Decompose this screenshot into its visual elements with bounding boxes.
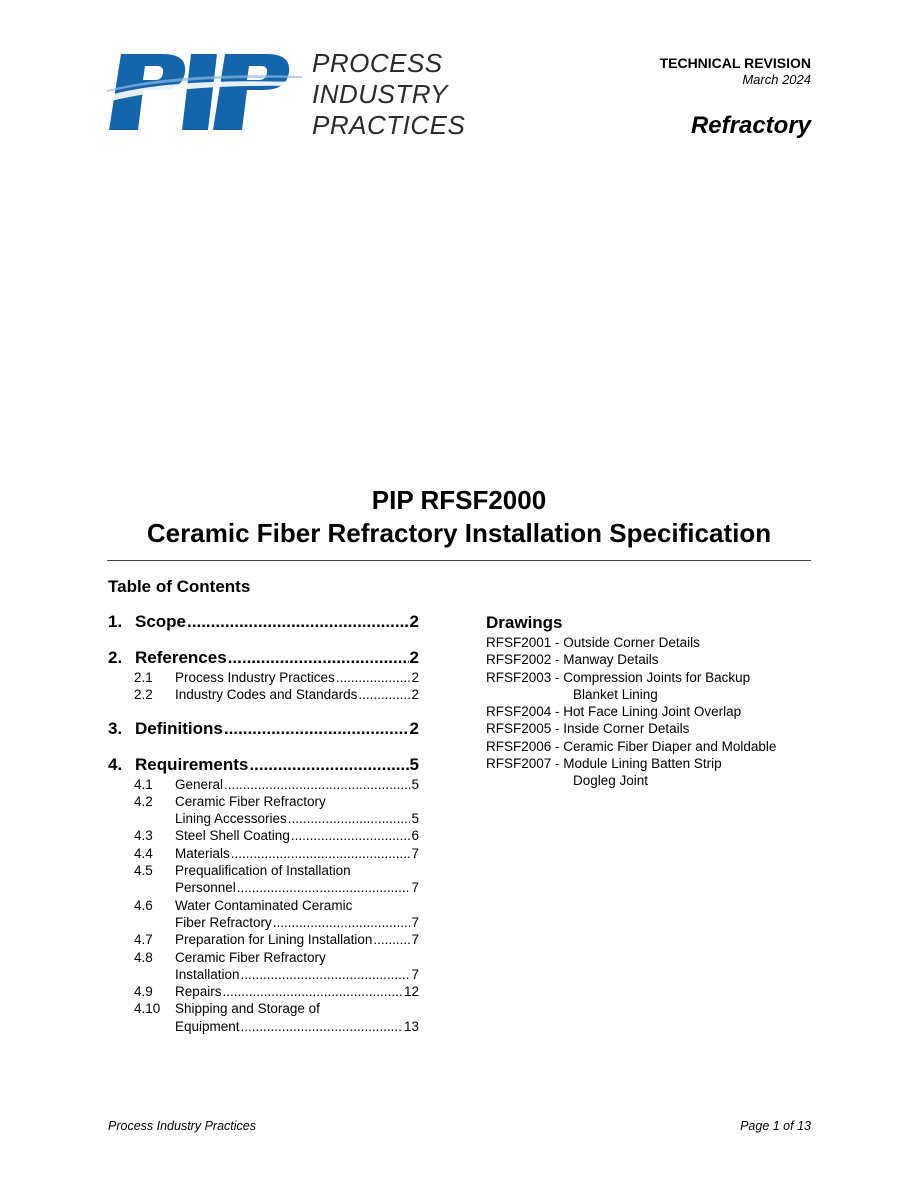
toc-subsection-page: 7 bbox=[411, 932, 419, 948]
toc-section-number: 1. bbox=[108, 612, 123, 631]
toc-subsection-entry[interactable] bbox=[108, 1019, 419, 1036]
revision-date: March 2024 bbox=[742, 72, 811, 87]
toc-leader bbox=[241, 967, 411, 982]
toc-subsection-number: 4.8 bbox=[134, 949, 153, 965]
toc-subsection-page: 5 bbox=[411, 811, 419, 827]
toc-list bbox=[108, 612, 419, 1036]
toc-subsection-number: 4.3 bbox=[134, 828, 153, 844]
toc-subsection-label: Personnel bbox=[175, 880, 236, 896]
drawing-entry: RFSF2006 - Ceramic Fiber Diaper and Moldable bbox=[486, 738, 777, 754]
toc-leader bbox=[273, 915, 411, 930]
toc-subsection-entry[interactable] bbox=[108, 828, 419, 845]
toc-leader bbox=[187, 612, 409, 632]
toc-leader bbox=[228, 648, 409, 668]
title-line-2: Ceramic Fiber Refractory Installation Specification bbox=[146, 518, 772, 548]
document-title bbox=[0, 484, 918, 550]
toc-subsection-label: General bbox=[175, 776, 224, 792]
logo-wordmark bbox=[312, 48, 465, 141]
toc-section-page: 5 bbox=[409, 754, 419, 774]
drawing-entry: RFSF2004 - Hot Face Lining Joint Overlap bbox=[486, 704, 742, 720]
toc-section-label: Definitions bbox=[135, 718, 223, 738]
toc-section-page: 2 bbox=[409, 612, 419, 631]
toc-subsection-entry[interactable] bbox=[108, 950, 419, 967]
toc-leader bbox=[291, 828, 411, 843]
logo-word-1: PROCESS bbox=[312, 48, 443, 78]
drawing-entry: RFSF2001 - Outside Corner Details bbox=[486, 635, 700, 650]
toc-subsection-entry[interactable] bbox=[108, 915, 419, 932]
toc-section-label: Scope bbox=[135, 612, 187, 631]
toc-subsection-label: Repairs bbox=[175, 984, 222, 1000]
toc-leader bbox=[336, 670, 411, 685]
toc-subsection-number: 4.6 bbox=[134, 897, 153, 913]
toc-subsection-entry[interactable] bbox=[108, 984, 419, 1001]
toc-section-page: 2 bbox=[409, 718, 419, 738]
toc-subsection-label: Prequalification of Installation bbox=[175, 863, 351, 879]
toc-subsection-label: Water Contaminated Ceramic bbox=[175, 897, 353, 913]
toc-subsection-number: 4.9 bbox=[134, 984, 153, 1000]
toc-section-entry[interactable] bbox=[108, 719, 419, 741]
toc-subsection-label: Fiber Refractory bbox=[175, 914, 272, 930]
drawing-entry: RFSF2005 - Inside Corner Details bbox=[486, 721, 690, 737]
drawing-entry: Blanket Lining bbox=[573, 686, 658, 702]
footer-org: Process Industry Practices bbox=[108, 1119, 256, 1133]
document-category: Refractory bbox=[690, 112, 811, 139]
toc-leader bbox=[288, 811, 411, 826]
toc-subsection-entry[interactable] bbox=[108, 863, 419, 880]
toc-subsection-label: Lining Accessories bbox=[175, 811, 287, 827]
toc-subsection-label: Ceramic Fiber Refractory bbox=[175, 793, 326, 809]
toc-subsection-label: Industry Codes and Standards bbox=[175, 687, 358, 703]
toc-subsection-label: Process Industry Practices bbox=[175, 670, 335, 685]
toc-subsection-entry[interactable] bbox=[108, 794, 419, 811]
toc-subsection-label: Preparation for Lining Installation bbox=[175, 932, 373, 948]
toc-subsection-page: 5 bbox=[411, 776, 419, 792]
toc-subsection-page: 2 bbox=[411, 687, 419, 703]
revision-label: TECHNICAL REVISION bbox=[659, 55, 811, 71]
toc-section-page: 2 bbox=[409, 648, 419, 667]
toc-section-number: 3. bbox=[108, 718, 123, 738]
toc-heading: Table of Contents bbox=[108, 577, 251, 596]
toc-leader bbox=[224, 777, 410, 792]
toc-subsection-label: Equipment bbox=[175, 1018, 240, 1034]
toc-subsection-entry[interactable] bbox=[108, 880, 419, 897]
toc-subsection-page: 6 bbox=[411, 828, 419, 844]
drawings-heading: Drawings bbox=[486, 613, 563, 632]
logo-word-3: PRACTICES bbox=[312, 110, 466, 140]
toc-leader bbox=[237, 880, 411, 895]
footer-page-number: Page 1 of 13 bbox=[740, 1119, 811, 1133]
toc-subsection-entry[interactable] bbox=[108, 846, 419, 863]
toc-subsection-number: 4.4 bbox=[134, 845, 153, 861]
toc-subsection-page: 7 bbox=[411, 880, 419, 896]
toc-subsection-entry[interactable] bbox=[108, 670, 419, 687]
toc-subsection-entry[interactable] bbox=[108, 1001, 419, 1018]
toc-section-label: Requirements bbox=[135, 754, 249, 774]
drawing-entry: RFSF2007 - Module Lining Batten Strip bbox=[486, 756, 722, 772]
toc-leader bbox=[358, 687, 410, 702]
toc-subsection-entry[interactable] bbox=[108, 777, 419, 794]
drawing-entry: RFSF2003 - Compression Joints for Backup bbox=[486, 669, 751, 685]
drawing-entry: Dogleg Joint bbox=[573, 773, 649, 789]
drawings-list bbox=[486, 612, 826, 790]
toc-subsection-entry[interactable] bbox=[108, 967, 419, 984]
toc-subsection-entry[interactable] bbox=[108, 932, 419, 949]
toc-gap bbox=[108, 741, 419, 755]
toc-subsection-number: 2.2 bbox=[134, 687, 153, 703]
toc-subsection-number: 2.1 bbox=[134, 670, 153, 685]
toc-subsection-entry[interactable] bbox=[108, 687, 419, 704]
toc-subsection-page: 7 bbox=[411, 845, 419, 861]
toc-subsection-page: 2 bbox=[411, 670, 419, 685]
toc-subsection-page: 7 bbox=[411, 914, 419, 930]
toc-subsection-page: 7 bbox=[411, 966, 419, 982]
toc-gap bbox=[108, 705, 419, 719]
toc-leader bbox=[241, 1019, 403, 1034]
toc-subsection-label: Materials bbox=[175, 845, 230, 861]
toc-leader bbox=[224, 719, 409, 739]
toc-leader bbox=[373, 932, 410, 947]
toc-leader bbox=[223, 984, 403, 999]
toc-subsection-number: 4.10 bbox=[134, 1001, 161, 1017]
toc-subsection-number: 4.5 bbox=[134, 863, 153, 879]
toc-section-entry[interactable] bbox=[108, 648, 419, 670]
toc-leader bbox=[231, 846, 411, 861]
toc-subsection-number: 4.7 bbox=[134, 932, 153, 948]
revision-block bbox=[660, 55, 811, 87]
toc-subsection-number: 4.2 bbox=[134, 793, 153, 809]
toc-gap bbox=[108, 634, 419, 648]
toc-section-label: References bbox=[135, 648, 227, 667]
logo-word-2: INDUSTRY bbox=[312, 79, 448, 109]
toc-subsection-label: Shipping and Storage of bbox=[175, 1001, 320, 1017]
toc-subsection-label: Steel Shell Coating bbox=[175, 828, 290, 844]
toc-subsection-entry[interactable] bbox=[108, 811, 419, 828]
toc-section-entry[interactable] bbox=[108, 612, 419, 634]
toc-subsection-page: 12 bbox=[403, 984, 419, 1000]
title-divider bbox=[107, 560, 811, 561]
pip-logo-mark bbox=[107, 50, 307, 140]
title-line-1: PIP RFSF2000 bbox=[371, 485, 547, 515]
toc-subsection-page: 13 bbox=[403, 1018, 419, 1034]
toc-subsection-label: Ceramic Fiber Refractory bbox=[175, 949, 326, 965]
toc-subsection-entry[interactable] bbox=[108, 898, 419, 915]
toc-section-entry[interactable] bbox=[108, 755, 419, 777]
drawings-items bbox=[486, 634, 826, 790]
toc-section-number: 2. bbox=[108, 648, 123, 667]
toc-subsection-label: Installation bbox=[175, 966, 240, 982]
toc-section-number: 4. bbox=[108, 754, 123, 774]
drawing-entry: RFSF2002 - Manway Details bbox=[486, 652, 659, 668]
toc-subsection-number: 4.1 bbox=[134, 776, 153, 792]
toc-leader bbox=[249, 755, 408, 775]
